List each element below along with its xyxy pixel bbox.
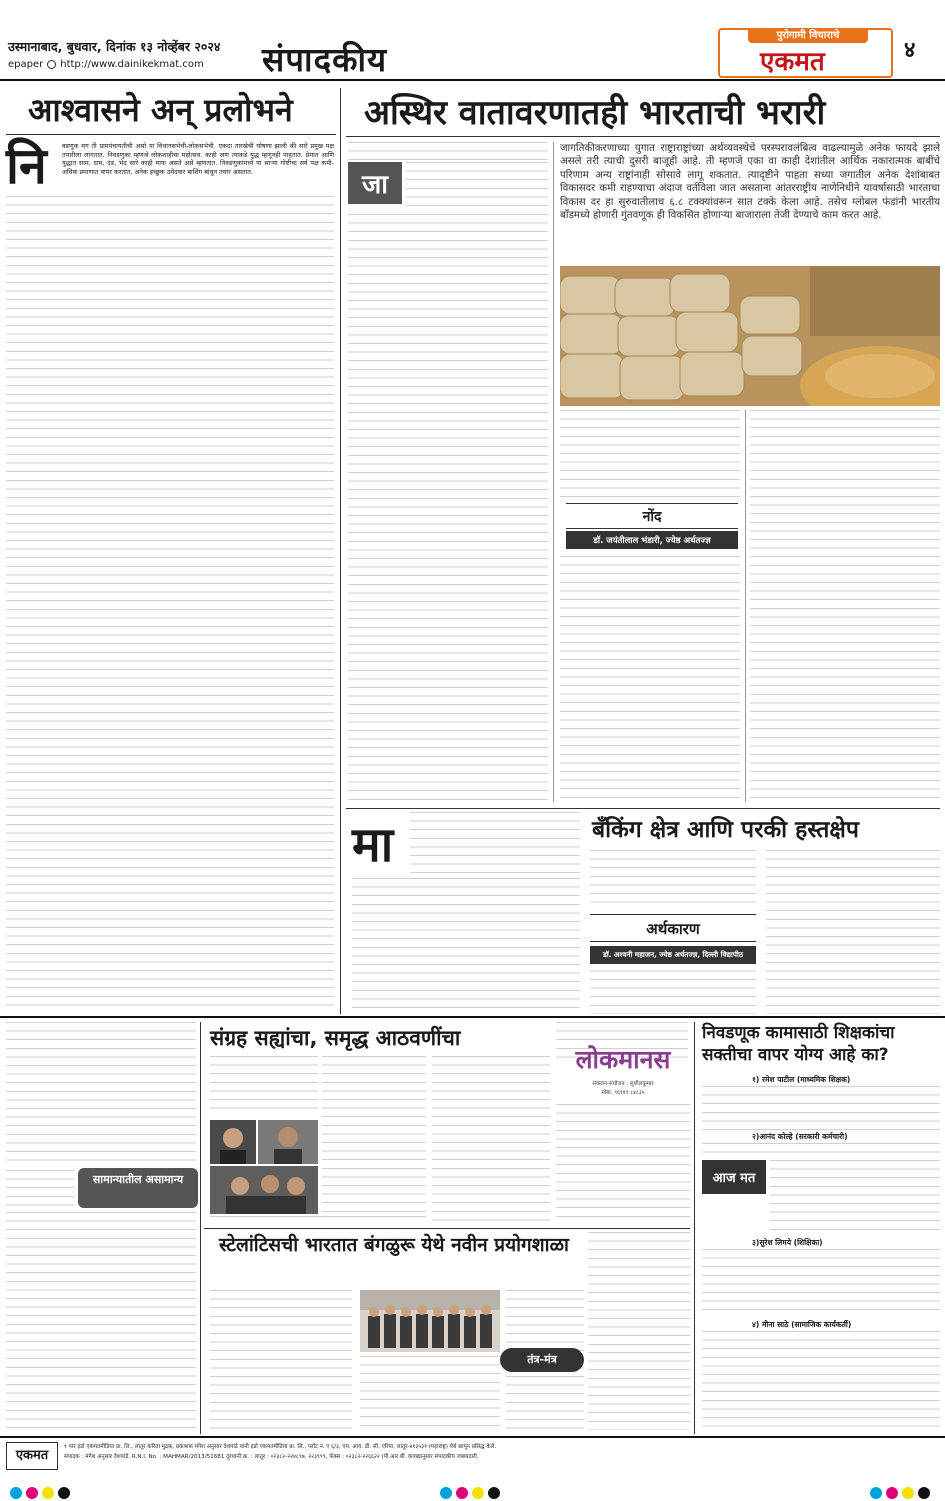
letter-author-3: ३)सुरेश लिमये (शिक्षिका) xyxy=(752,1238,823,1247)
letter-body-2a xyxy=(702,1143,940,1157)
team-photo xyxy=(360,1290,500,1352)
main-article-col3 xyxy=(750,410,940,802)
footer-rule xyxy=(0,1436,945,1438)
color-register-marks-center xyxy=(440,1484,504,1501)
main-article-dropcap: जा xyxy=(348,162,402,204)
tech-badge: तंत्र-मंत्र xyxy=(500,1348,584,1372)
lokmanas-editor: संकलन-संयोजन : सुशीलकुमार xyxy=(592,1081,654,1087)
magenta-dot xyxy=(26,1487,38,1499)
globe-icon xyxy=(47,60,56,69)
banking-col3 xyxy=(766,850,940,1014)
main-article-col2 xyxy=(560,556,740,802)
imprint-line-1: १ पार इंडो एकमतमीडिया प्रा. लि., लातूर करिता मुद्रक, प्रकाशक मंगेश अनुसार देशपांडे यांनी इंडो एकमतमीडिया प्रा. लि., प्लॉट नं. ए ६/३, एम. आय. डी. सी. एरिया, लातूर-४१३५३१ (महाराष्ट्र) येथे छापून प्रसिद्ध केले. xyxy=(64,1444,497,1450)
yellow-dot-3 xyxy=(902,1487,914,1499)
music-left-col-mid xyxy=(6,1170,74,1210)
lokmanas-editor-block xyxy=(556,1080,690,1100)
epaper-label: epaper xyxy=(8,59,44,70)
editorial-lead: वडणुक मग ती प्रामपंचायतीची असो या विधानसभेची-लोकसभेची. एकदा तारखेची घोषणा झाली की सारे प्रमुख पक्ष तयारीला लागतात. निवडणुका म्हणजे लोकशाहीचा महोत्सव. काही जण त्याकडे युद्ध म्हणूनही पाहतात. प्रेमात आणि युद्धात साम, दाम, दंड, भेद सारे काही माफ असते असे म्हणतात. निवडणुकांमध्ये या साऱ्या गोष्टींचा सर्व पक्ष कमी-अधिक प्रमाणात वापर करतात. अनेक इच्छुक उमेदवार बाशिंग बांधून तयार असतात. xyxy=(62,142,334,176)
music-tail xyxy=(210,1216,426,1224)
magenta-dot-3 xyxy=(886,1487,898,1499)
letter-title: निवडणूक कामासाठी शिक्षकांचा सक्तीचा वापर योग्य आहे का? xyxy=(702,1023,895,1065)
grain-sacks-illustration xyxy=(560,266,940,406)
lokmanas-mobile: मोबा. ९६११९ ८४८३५ xyxy=(601,1090,645,1096)
section-rule-1 xyxy=(346,808,940,809)
music-left-col-bottom xyxy=(6,1212,196,1434)
section-title: संपादकीय xyxy=(262,40,388,79)
column-label: नोंद xyxy=(566,503,738,529)
footer-brand: एकमत xyxy=(6,1442,58,1470)
stellantis-col2 xyxy=(360,1356,500,1430)
website-link[interactable]: http://www.dainikekmat.com xyxy=(60,59,204,70)
group-illustration xyxy=(210,1166,318,1214)
main-article-lead: जागतिकीकरणाच्या युगात राष्ट्राराष्ट्रांच्या अर्थव्यवस्थेचे परस्परावलंबित्व वाढल्यामुळे अनेक फायदे झाले असले तरी त्याची दुसरी बाजूही आहे. ती म्हणजे एका वा काही देशांतील आर्थिक नकारात्मक बाबींचे परिणाम अन्य राष्ट्रांनाही सोसावे लागू शकतात. त्यादृष्टीने पाहता सध्या जगातील अनेक देशांबाबत विकासदर कमी राहण्याचा अंदाज वर्तविला जात असताना आंतरराष्ट्रीय नाणेनिधीने यावर्षासाठी भारताचा विकास दर हा सुरुवातीलाच ६.८ टक्क्यांवरून सात टक्के केला आहे. तसेच ग्लोबल फंडांनी भारतीय बॉंडमध्ये होणारी गुंतवणूक ही विकसित होणाऱ्या बाजाराला तेजी देण्याचे काम करत आहे. xyxy=(560,143,940,222)
editorial-dropcap: नि xyxy=(6,137,47,195)
brand-logo xyxy=(718,28,893,78)
yellow-dot xyxy=(42,1487,54,1499)
lokmanas-title: लोकमानस xyxy=(575,1045,671,1074)
banking-col1 xyxy=(352,878,580,1014)
main-col-divider-1 xyxy=(553,142,554,802)
banking-author-byline: डॉ. अश्वनी महाजन, ज्येष्ठ अर्थतज्ज्ञ, दिल्ली विद्यापीठ xyxy=(590,946,756,964)
author-byline: डॉ. जयंतीलाल भंडारी, ज्येष्ठ अर्थतज्ज्ञ xyxy=(566,531,738,549)
column-label-box xyxy=(566,503,738,551)
stellantis-col-right-top xyxy=(588,1232,690,1348)
black-dot xyxy=(58,1487,70,1499)
stellantis-col1 xyxy=(210,1290,352,1430)
editorial-body xyxy=(6,196,334,1012)
music-col2 xyxy=(322,1056,426,1212)
color-register-marks-left xyxy=(10,1484,74,1501)
portrait-photo-2 xyxy=(258,1120,318,1164)
portrait-illustration-2 xyxy=(258,1120,318,1164)
main-article-intro-a xyxy=(348,142,548,160)
main-article-title: अस्थिर वातावरणातही भारताची भरारी xyxy=(364,93,826,133)
stellantis-title: स्टेलांटिसची भारतात बंगळुरू येथे नवीन प्रयोगशाळा xyxy=(219,1234,569,1256)
epaper-line xyxy=(8,59,204,70)
opinion-badge: आज मत xyxy=(702,1160,766,1194)
letter-body-2b xyxy=(770,1160,940,1236)
letter-author-2: २)आनंद कोल्हे (सरकारी कर्मचारी) xyxy=(752,1132,848,1141)
letter-body-1 xyxy=(702,1086,940,1130)
lokmanas-intro xyxy=(556,1104,690,1224)
section-rule-2 xyxy=(0,1016,945,1018)
dateline: उस्मानाबाद, बुधवार, दिनांक १३ नोव्हेंबर २०२४ xyxy=(8,39,221,54)
banking-column-label: अर्थकारण xyxy=(590,914,756,942)
main-col-divider-2 xyxy=(745,410,746,802)
brand-name: एकमत xyxy=(760,47,825,77)
yellow-dot-2 xyxy=(472,1487,484,1499)
music-col3 xyxy=(432,1056,550,1224)
letter-body-4 xyxy=(702,1331,940,1431)
banking-dropcap: मा xyxy=(352,817,394,873)
cyan-dot-3 xyxy=(870,1487,882,1499)
music-left-col-top xyxy=(6,1022,196,1168)
main-article-col1 xyxy=(348,214,548,802)
page-number: ४ xyxy=(904,38,916,63)
grain-sacks-photo xyxy=(560,266,940,406)
stellantis-rule xyxy=(204,1228,690,1229)
portrait-illustration-1 xyxy=(210,1120,256,1164)
black-dot-2 xyxy=(488,1487,500,1499)
cyan-dot-2 xyxy=(440,1487,452,1499)
letter-author-1: १) रमेश पाटील (माध्यमिक शिक्षक) xyxy=(752,1075,851,1084)
team-illustration xyxy=(360,1290,500,1352)
group-photo xyxy=(210,1166,318,1214)
cyan-dot xyxy=(10,1487,22,1499)
banking-intro xyxy=(410,812,580,874)
editorial-title: आश्वासने अन् प्रलोभने xyxy=(28,91,293,129)
column-divider xyxy=(340,88,341,1014)
stellantis-col-right-bottom xyxy=(588,1352,690,1430)
magenta-dot-2 xyxy=(456,1487,468,1499)
main-article-col2-top xyxy=(560,410,740,500)
editorial-rule xyxy=(6,134,336,135)
main-article-intro-b xyxy=(406,162,548,212)
bottom-divider-1 xyxy=(200,1022,201,1434)
portrait-photo-1 xyxy=(210,1120,256,1164)
music-intro xyxy=(210,1056,318,1116)
bottom-divider-2 xyxy=(694,1022,695,1434)
footer-imprint xyxy=(64,1442,940,1462)
masthead xyxy=(0,0,945,84)
letter-body-3 xyxy=(702,1249,940,1317)
header-rule xyxy=(0,79,945,81)
black-dot-3 xyxy=(918,1487,930,1499)
color-register-marks-right xyxy=(870,1484,934,1501)
brand-tagline: पुरोगामी विचाराचे xyxy=(748,28,868,43)
letter-author-4: ४) मीना साठे (सामाजिक कार्यकर्ती) xyxy=(752,1320,852,1329)
banking-label-box xyxy=(590,910,756,970)
main-article-rule xyxy=(346,136,940,137)
banking-title: बँकिंग क्षेत्र आणि परकी हस्तक्षेप xyxy=(592,817,859,843)
music-title: संग्रह सह्यांचा, समृद्ध आठवणींचा xyxy=(210,1026,461,1050)
imprint-line-2: संपादक : मंगेश अनुसार देशपांडे. R.N.I. No. : MAHMAR/2013/51681 दूरध्वनी क्र. : लातूर : ०२३८२-२२४८९७, २२३९९९, फॅक्स : ०२३८२-२२६६२२ (पी.आर.बी. कायद्यानुसार संपादकीय जबाबदारी. xyxy=(64,1454,479,1460)
side-label: सामान्यातील असामान्य xyxy=(78,1168,198,1208)
